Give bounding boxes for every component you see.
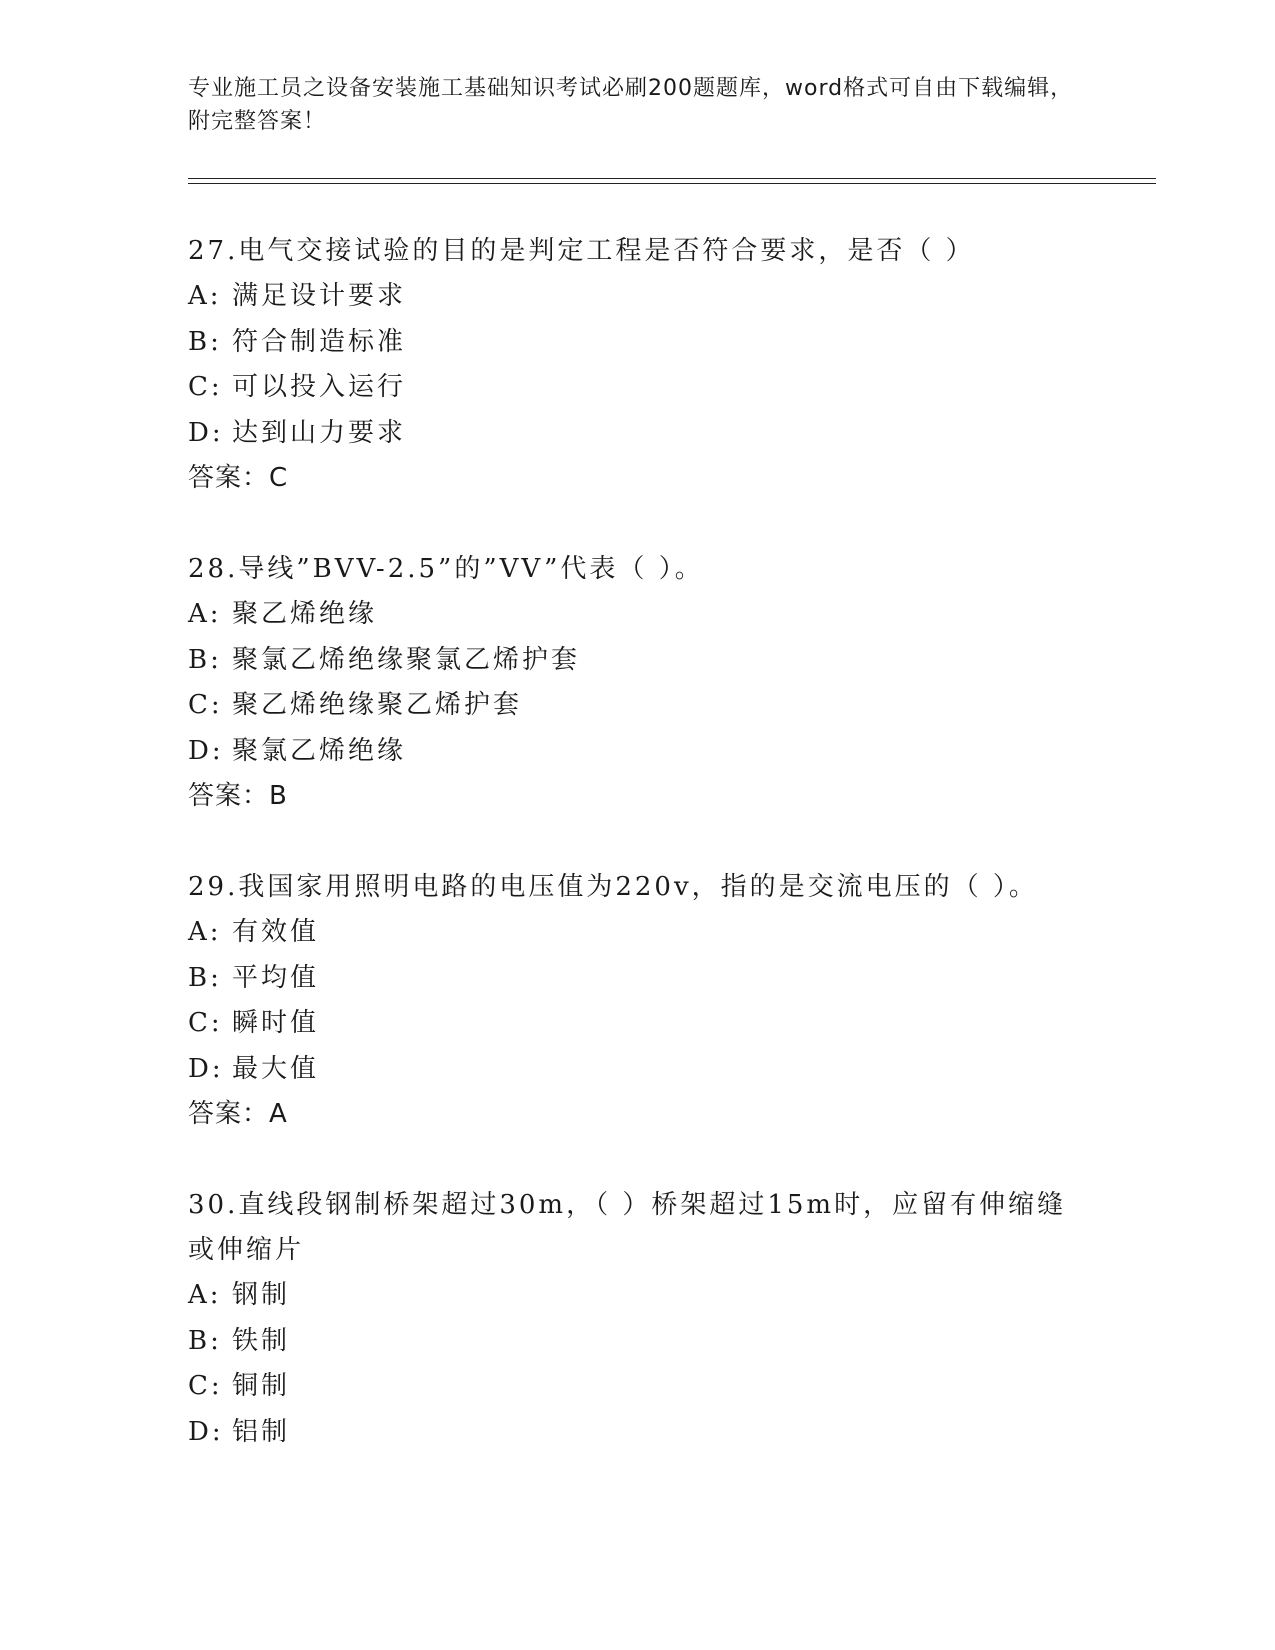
option-text: 有效值 xyxy=(232,917,320,947)
option-letter: D: xyxy=(188,1053,224,1084)
option-letter: C: xyxy=(188,372,223,402)
option-c xyxy=(188,365,1088,411)
option-letter: B: xyxy=(188,962,222,993)
option-text: 达到山力要求 xyxy=(232,417,407,448)
question-30 xyxy=(188,1183,1088,1455)
option-letter: D: xyxy=(188,417,224,448)
option-text: 聚乙烯绝缘 xyxy=(232,599,378,629)
question-stem: 27.电气交接试验的目的是判定工程是否符合要求，是否（ ） xyxy=(188,236,975,266)
option-text: 符合制造标准 xyxy=(232,326,407,357)
option-letter: D: xyxy=(188,1416,224,1447)
option-d xyxy=(188,411,1088,457)
option-letter: C: xyxy=(188,1371,223,1401)
question-27 xyxy=(188,229,1088,502)
question-28 xyxy=(188,547,1088,820)
option-a xyxy=(188,1273,1088,1319)
header-divider-top xyxy=(188,178,1156,179)
option-b xyxy=(188,638,1088,684)
option-text: 铜制 xyxy=(232,1371,291,1401)
option-c xyxy=(188,1364,1088,1410)
header-divider-bottom xyxy=(188,183,1156,184)
question-29 xyxy=(188,865,1088,1138)
option-letter: C: xyxy=(188,1008,223,1038)
option-letter: A: xyxy=(188,281,222,311)
answer: 答案：C xyxy=(188,463,289,493)
option-letter: B: xyxy=(188,644,222,675)
option-c xyxy=(188,683,1088,729)
option-d xyxy=(188,729,1088,775)
option-letter: A: xyxy=(188,599,222,629)
option-a xyxy=(188,592,1088,638)
option-b xyxy=(188,1319,1088,1365)
option-b xyxy=(188,956,1088,1002)
option-text: 铝制 xyxy=(232,1416,291,1447)
question-stem: 28.导线”BVV-2.5”的”VV”代表（ ）。 xyxy=(188,554,704,584)
option-text: 最大值 xyxy=(232,1053,320,1084)
option-a xyxy=(188,910,1088,956)
option-d xyxy=(188,1047,1088,1093)
option-text: 聚氯乙烯绝缘 xyxy=(232,735,407,766)
option-text: 可以投入运行 xyxy=(232,372,407,402)
option-b xyxy=(188,320,1088,366)
option-text: 铁制 xyxy=(232,1325,291,1356)
option-letter: D: xyxy=(188,735,224,766)
option-a xyxy=(188,274,1088,320)
option-text: 平均值 xyxy=(232,962,320,993)
option-text: 聚氯乙烯绝缘聚氯乙烯护套 xyxy=(232,644,581,675)
option-text: 钢制 xyxy=(232,1280,291,1310)
option-text: 满足设计要求 xyxy=(232,281,407,311)
option-d xyxy=(188,1410,1088,1456)
option-text: 瞬时值 xyxy=(232,1008,320,1038)
option-text: 聚乙烯绝缘聚乙烯护套 xyxy=(232,690,523,720)
answer: 答案：A xyxy=(188,1099,288,1129)
option-letter: B: xyxy=(188,326,222,357)
option-letter: C: xyxy=(188,690,223,720)
option-letter: A: xyxy=(188,917,222,947)
option-letter: A: xyxy=(188,1280,222,1310)
option-c xyxy=(188,1001,1088,1047)
document-header: 专业施工员之设备安装施工基础知识考试必刷200题题库，word格式可自由下载编辑，附完整答案！ xyxy=(188,76,1074,134)
answer: 答案：B xyxy=(188,781,288,811)
question-stem: 29.我国家用照明电路的电压值为220v，指的是交流电压的（ ）。 xyxy=(188,872,1038,902)
option-letter: B: xyxy=(188,1325,222,1356)
question-stem: 30.直线段钢制桥架超过30m，（ ）桥架超过15m时，应留有伸缩缝或伸缩片 xyxy=(188,1190,1067,1265)
